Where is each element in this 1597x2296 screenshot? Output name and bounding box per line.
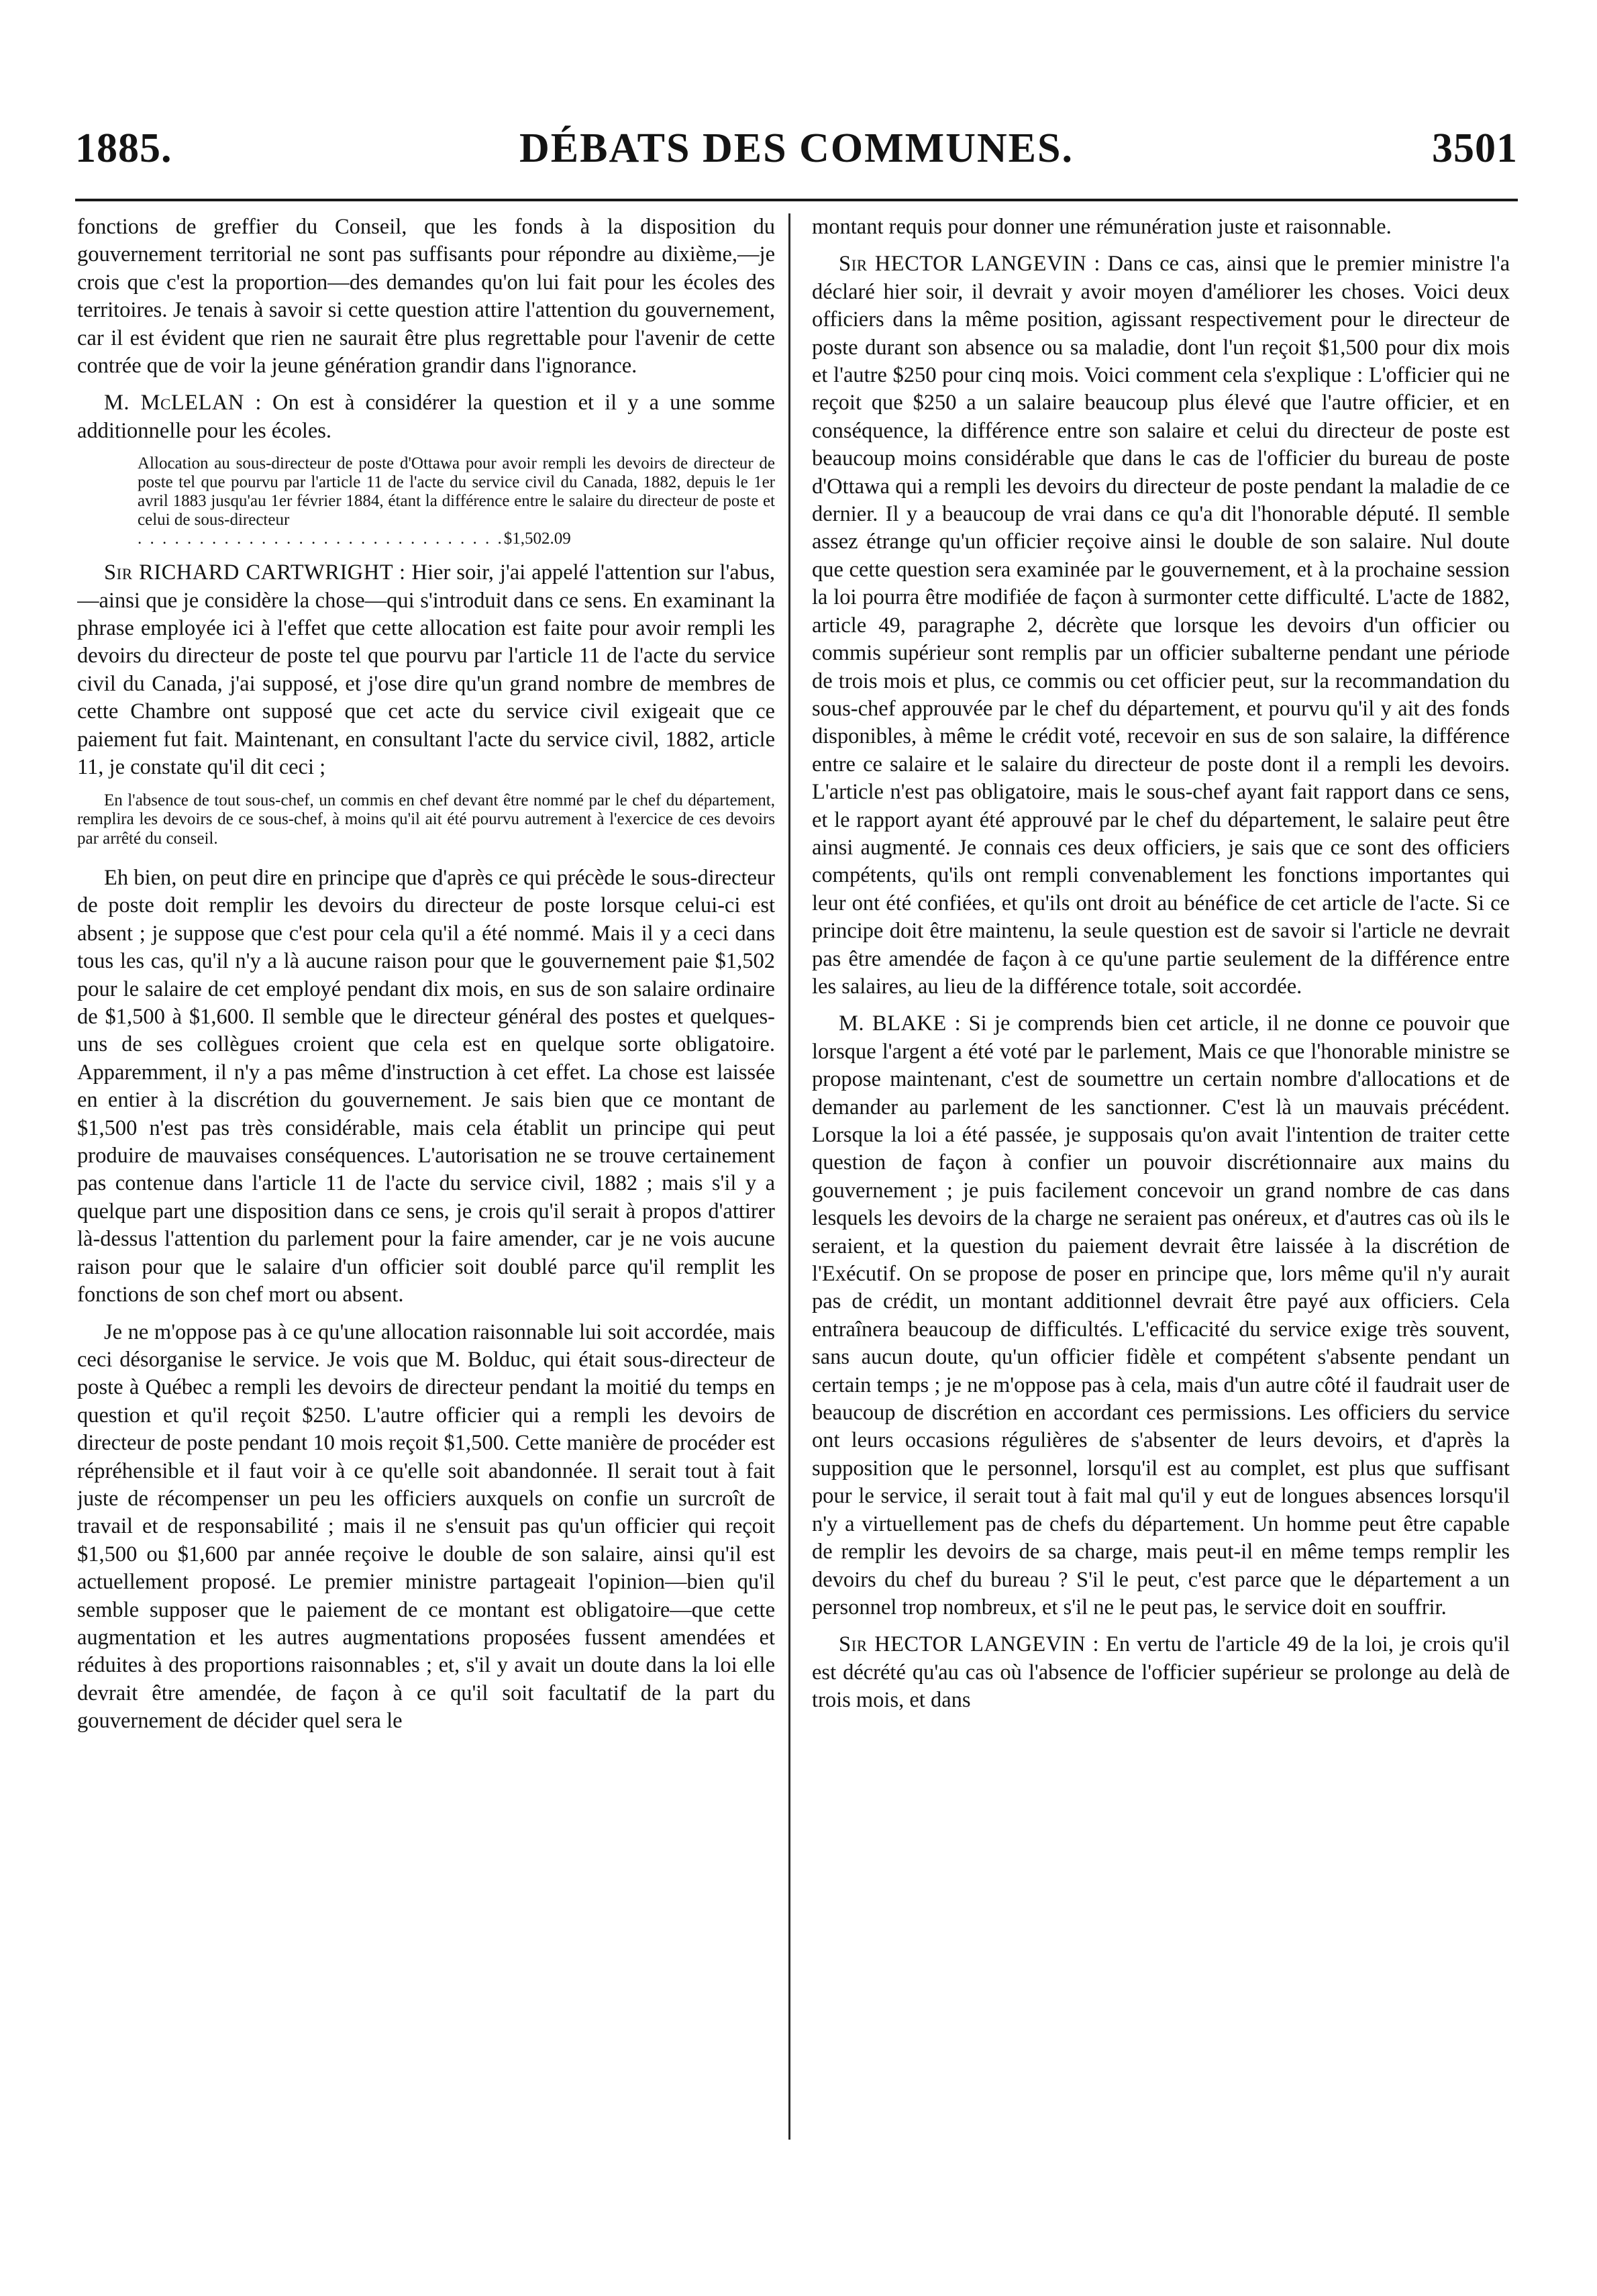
left-paragraph-2 — [77, 389, 775, 445]
column-divider — [788, 213, 790, 2140]
right-paragraph-3 — [812, 1010, 1510, 1621]
left-paragraph-1: fonctions de greffier du Conseil, que les fonds à la disposition du gouvernement territorial ne sont pas suffisants pour répondre au dixième,—je crois que c'est la proportion—des demandes qu'on lui fait pour les écoles des territoires. Je tenais à savoir si cette question attire l'attention du gouvernement, car il est évident que rien ne saurait être plus regrettable pour l'avenir de cette contrée que de voir la jeune génération grandir dans l'ignorance. — [77, 215, 775, 379]
quoted-law-text: En l'absence de tout sous-chef, un commis en chef devant être nommé par le chef du département, remplira les devoirs de ce sous-chef, à moins qu'il ait été pourvu autrement à l'exercice de ces devoirs par arrêté du conseil. — [77, 791, 775, 848]
speaker-cartwright: Sir RICHARD CARTWRIGHT : — [104, 560, 406, 585]
speech-text: Si je comprends bien cet article, il ne donne ce pouvoir que lorsque l'argent a été voté par le parlement, Mais ce que l'honorable ministre se propose maintenant, c'est de soumettre un certain nombre d'allocations et de demander au parlement de les sanctionner. C'est là un mauvais précédent. Lorsque la loi a été passée, je supposais qu'on avait l'intention de traiter cette question de façon à confier un pouvoir discrétionnaire aux mains du gouvernement ; je puis facilement concevoir un grand nombre de cas dans lesquels les devoirs de la charge ne seraient pas onéreux, et d'autres cas où ils le seraient, et la question du paiement devrait être laissée à la discrétion de l'Exécutif. On se propose de poser en principe que, lors même qu'il n'y aurait pas de crédit, un montant additionnel devrait être payé aux officiers. Cela entraînera beaucoup de difficultés. L'efficacité du service exige très souvent, sans aucun doute, qu'un officier fidèle et compétent s'absente pendant un certain temps ; je ne m'oppose pas à cela, mais d'un autre côté il faudrait user de beaucoup de discrétion en accordant ces permissions. Les officiers du service ont leurs occasions régulières de s'absenter de leurs devoirs, et d'après la supposition que le personnel, lorsqu'il est au complet, est plus que suffisant pour le service, il serait tout à fait mal qu'il y eut de longues absences lorsqu'il n'y a virtuellement pas de chefs du département. Un homme peut être capable de remplir les devoirs de sa charge, mais peut-il en même temps remplir les devoirs du chef du bureau ? S'il le peut, c'est parce que le département a un personnel trop nombreux, et s'il ne le peut pas, le service doit en souffrir. — [812, 1011, 1510, 1619]
schedule-item-text: Allocation au sous-directeur de poste d'Ottawa pour avoir rempli les devoirs de directeur de poste tel que pourvu par l'article 11 de l'acte du service civil du Canada, 1882, depuis le 1er avril 1883 jusqu'au 1er février 1884, étant la différence entre le salaire du directeur de poste et celui de sous-directeur — [138, 454, 775, 530]
speech-text: Hier soir, j'ai appelé l'attention sur l'abus,—ainsi que je considère la chose—qui s'introduit dans ce sens. En examinant la phrase employée ici à l'effet que cette allocation est faite pour avoir rempli les devoirs du directeur de poste tel que pourvu par l'article 11 de l'acte du service civil du Canada, j'ai supposé, et j'ose dire qu'un grand nombre de membres de cette Chambre ont supposé que cet acte du service civil exigeait que ce paiement fut fait. Maintenant, en consultant l'acte du service civil, 1882, article 11, je constate qu'il dit ceci ; — [77, 560, 775, 780]
left-paragraph-5: Je ne m'oppose pas à ce qu'une allocation raisonnable lui soit accordée, mais ceci désorganise le service. Je vois que M. Bolduc, qui était sous-directeur de poste à Québec a rempli les devoirs de directeur pendant la moitié du temps en question et qu'il reçoit $250. L'autre officier qui a rempli les devoirs de directeur de poste pendant 10 mois reçoit $1,500. Cette manière de procéder est répréhensible et il faut voir à ce qu'elle soit abandonnée. Il serait tout à fait juste de récompenser un peu les officiers auxquels on confie un surcroît de travail et de responsabilité ; mais il ne s'ensuit pas qu'un officier qui reçoit $1,500 ou $1,600 par année reçoive le double de son salaire, ainsi qu'il est actuellement proposé. Le premier ministre partageait l'opinion—bien qu'il semble supposer que le paiement de ce montant est obligatoire—que cette augmentation et les autres augmentations proposées fussent amendées et réduites à des proportions raisonnables ; et, s'il y avait un doute dans la loi elle devrait être amendée, de façon à ce qu'il soit facultatif de la part du gouvernement de décider quel sera le — [77, 1319, 775, 1734]
left-column — [77, 213, 775, 2140]
header-rule — [75, 199, 1518, 201]
speech-text: En vertu de l'article 49 de la loi, je crois qu'il est décrété qu'au cas où l'absence de l'officier supérieur se prolonge au delà de trois mois, et dans — [812, 1632, 1510, 1713]
speech-text: Dans ce cas, ainsi que le premier ministre l'a déclaré hier soir, il devrait y avoir moyen d'améliorer les choses. Voici deux officiers dans la même position, agissant respectivement pour le directeur de poste durant son absence ou sa maladie, dont l'un reçoit $1,500 pour dix mois et l'autre $250 pour cinq mois. Voici comment cela s'explique : L'officier qui ne reçoit que $250 a un salaire beaucoup plus élevé que l'autre officier, et en conséquence, la différence entre son salaire et celui du directeur de poste est beaucoup moins considérable que dans le cas de l'officier du bureau de poste d'Ottawa qui a rempli les devoirs du directeur de poste pendant la maladie de ce dernier. Il y a beaucoup de vrai dans ce qu'a dit l'honorable député. Il semble assez étrange qu'un officier reçoive ainsi le double de son salaire. Nul doute que cette question sera examinée par le gouvernement, et à la prochaine session la loi pourra être modifiée de façon à surmonter cette difficulté. L'acte de 1882, article 49, paragraphe 2, décrète que lorsque les devoirs d'un officier ou commis supérieur sont remplis par un officier subalterne pendant une période de trois mois et plus, ce commis ou cet officier peut, sur la recommandation du sous-chef approuvée par le chef du département, et pourvu qu'il y ait des fonds disponibles, à même le crédit voté, recevoir en sus de son salaire, la différence entre ce salaire et le salaire du directeur de poste dont il a rempli les devoirs. L'article n'est pas obligatoire, mais le sous-chef ayant fait rapport dans ce sens, et le rapport ayant été approuvé par le chef du département, le salaire peut être ainsi augmenté. Je connais ces deux officiers, je sais que ce sont des officiers compétents, qu'ils ont rempli convenablement les fonctions importantes qui leur ont été confiées, et qu'ils ont droit au bénéfice de cet article de l'acte. Si ce principe doit être maintenu, la seule question est de savoir si l'article ne devrait pas être amendée de façon à ce qu'une partie seulement de la différence entre les salaires, au lieu de la différence totale, soit accordée. — [812, 252, 1510, 999]
left-paragraph-4: Eh bien, on peut dire en principe que d'après ce qui précède le sous-directeur de poste doit remplir les devoirs du directeur de poste lorsque celui-ci est absent ; je suppose que c'est pour cela qu'il a été nommé. Mais il y a ceci dans tous les cas, qu'il n'y a là aucune raison pour que le gouvernement paie $1,502 pour le salaire de cet employé pendant dix mois, en sus de son salaire ordinaire de $1,500 à $1,600. Il semble que le directeur général des postes et quelques-uns de ses collègues croient que cela est en quelque sorte obligatoire. Apparemment, il n'y a pas même d'instruction à cet effet. La chose est laissée en entier à la discrétion du gouvernement. Je sais bien que ce montant de $1,500 n'est pas très considérable, mais cela établit un principe qui peut produire de mauvaises conséquences. L'autorisation ne se trouve certainement pas contenue dans l'article 11 de l'acte du service civil, 1882 ; mais s'il y a quelque part une disposition dans ce sens, je crois qu'il serait à propos d'attirer là-dessus l'attention du parlement pour la faire amender, car je ne vois aucune raison pour que le salaire d'un officier soit doublé parce qu'il remplit les fonctions de son chef mort ou absent. — [77, 866, 775, 1307]
right-paragraph-4 — [812, 1631, 1510, 1714]
speaker-mclelan: M. McLELAN : — [104, 391, 262, 415]
right-paragraph-2 — [812, 250, 1510, 1001]
schedule-item — [138, 454, 775, 548]
right-paragraph-1: montant requis pour donner une rémunération juste et raisonnable. — [812, 215, 1392, 239]
header-page-number: 3501 — [1432, 126, 1518, 171]
speaker-langevin: Sir HECTOR LANGEVIN : — [839, 252, 1100, 277]
left-paragraph-3 — [77, 559, 775, 781]
schedule-amount: $1,502.09 — [503, 530, 571, 548]
speaker-blake: M. BLAKE : — [839, 1011, 962, 1036]
speaker-langevin-2: Sir HECTOR LANGEVIN : — [839, 1632, 1099, 1657]
right-column — [812, 213, 1510, 2140]
speech-text: On est à considérer la question et il y a une somme additionnelle pour les écoles. — [77, 391, 775, 443]
dot-leader: . . . . . . . . . . . . . . . . . . . . . . . . . . . . . . — [138, 530, 504, 548]
page-header — [75, 125, 1518, 185]
schedule-amount-line — [138, 530, 775, 548]
header-year: 1885. — [75, 126, 172, 171]
header-title: DÉBATS DES COMMUNES. — [519, 126, 1074, 171]
